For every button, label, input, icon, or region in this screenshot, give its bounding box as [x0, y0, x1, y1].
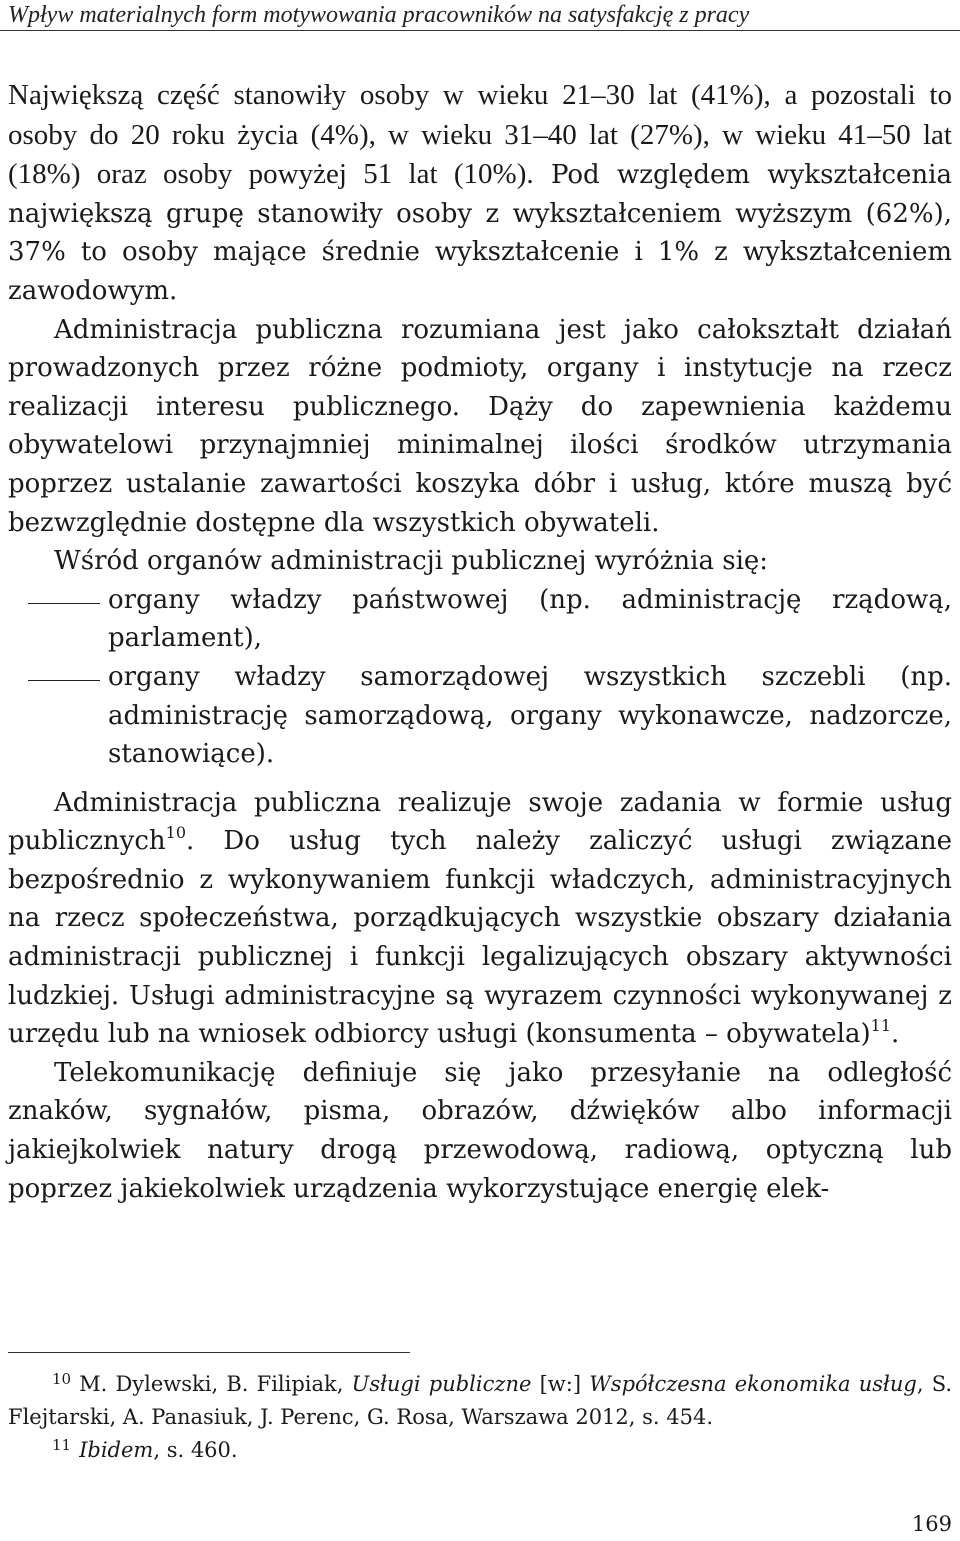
footnote-text: , S. Flejtarski, A. Panasiuk, J. Perenc, G. Rosa, Warszawa 2012, s. 454.	[8, 1372, 953, 1429]
footnote-title: Usługi publiczne	[351, 1372, 532, 1396]
paragraph-demographics-part1: Największą część stanowiły osoby w wieku 21–30 lat (41%), a pozostali to osoby do 20 roku życia (4%), w wieku 31–40 lat (27%), w wieku 41–50 lat (18%) oraz osoby powyżej 51 lat (10%).	[8, 79, 952, 191]
footnote-10	[8, 1368, 952, 1434]
paragraph-demographics-part2: Pod względem wykształcenia największą grupę stanowiły osoby z wykształceniem wyższym (62%), 37% to osoby mające średnie wykształcenie i 1% z wykształceniem zawodowym.	[8, 160, 952, 306]
footnote-text: M. Dylewski, B. Filipiak,	[79, 1372, 352, 1396]
footnote-text: , s. 460.	[153, 1438, 238, 1462]
list-item	[8, 658, 952, 774]
footnote-rule	[8, 1352, 410, 1353]
main-text	[8, 76, 952, 1208]
paragraph-public-services	[8, 784, 952, 1054]
footnote-text: [w:]	[531, 1372, 590, 1396]
list-item-text: organy władzy samorządowej wszystkich szczebli (np. administrację samorządową, organy wykonawcze, nadzorcze, stanowiące).	[108, 661, 952, 770]
dash-bullet	[28, 680, 100, 681]
paragraph-telecommunication: Telekomunikację definiuje się jako przesyłanie na odległość znaków, sygnałów, pisma, obrazów, dźwięków albo informacji jakiejkolwiek natury drogą przewodową, radiową, optyczną lub poprzez jakiekolwiek urządzenia wykorzystujące energię elek-	[8, 1057, 952, 1204]
page-number: 169	[911, 1512, 952, 1536]
dash-bullet	[28, 603, 100, 604]
paragraph-public-services-part2: . Do usług tych należy zaliczyć usługi związane bezpośrednio z wykonywaniem funkcji władczych, administracyjnych na rzecz społeczeństwa, porządkujących wszystkie obszary działania administracji publicznej i funkcji legalizujących obszary aktywności ludzkiej. Usługi administracyjne są wyrazem czynności wykonywanej z urzędu lub na wniosek odbiorcy usługi (konsumenta – obywatela)	[8, 826, 952, 1050]
footnote-title: Ibidem	[79, 1438, 154, 1462]
footnote-number: 11	[52, 1436, 72, 1454]
list-item-text: organy władzy państwowej (np. administrację rządową, parlament),	[108, 584, 952, 654]
paragraph-public-services-end: .	[891, 1019, 900, 1050]
footnote-ref-10[interactable]: 10	[165, 823, 187, 843]
paragraph-demographics	[8, 76, 952, 311]
footnote-number: 10	[52, 1370, 72, 1388]
header-rule	[0, 30, 960, 31]
running-header: Wpływ materialnych form motywowania pracowników na satysfakcję z pracy	[8, 2, 750, 28]
footnote-11	[8, 1434, 952, 1467]
footnotes	[8, 1368, 952, 1467]
footnote-ref-11[interactable]: 11	[870, 1016, 891, 1036]
footnote-title: Współczesna ekonomika usług	[589, 1372, 917, 1396]
paragraph-administration: Administracja publiczna rozumiana jest jako całokształt działań prowadzonych przez różne podmioty, organy i instytucje na rzecz realizacji interesu publicznego. Dąży do zapewnienia każdemu obywatelowi przynajmniej minimalnej ilości środków utrzymania poprzez ustalanie zawartości koszyka dóbr i usług, które muszą być bezwzględnie dostępne dla wszystkich obywateli.	[8, 314, 952, 538]
list-intro: Wśród organów administracji publicznej wyróżnia się:	[54, 546, 769, 577]
paragraph-public-services-part1: Administracja publiczna realizuje swoje zadania w formie usług publicznych	[8, 787, 952, 857]
list-item	[8, 581, 952, 658]
